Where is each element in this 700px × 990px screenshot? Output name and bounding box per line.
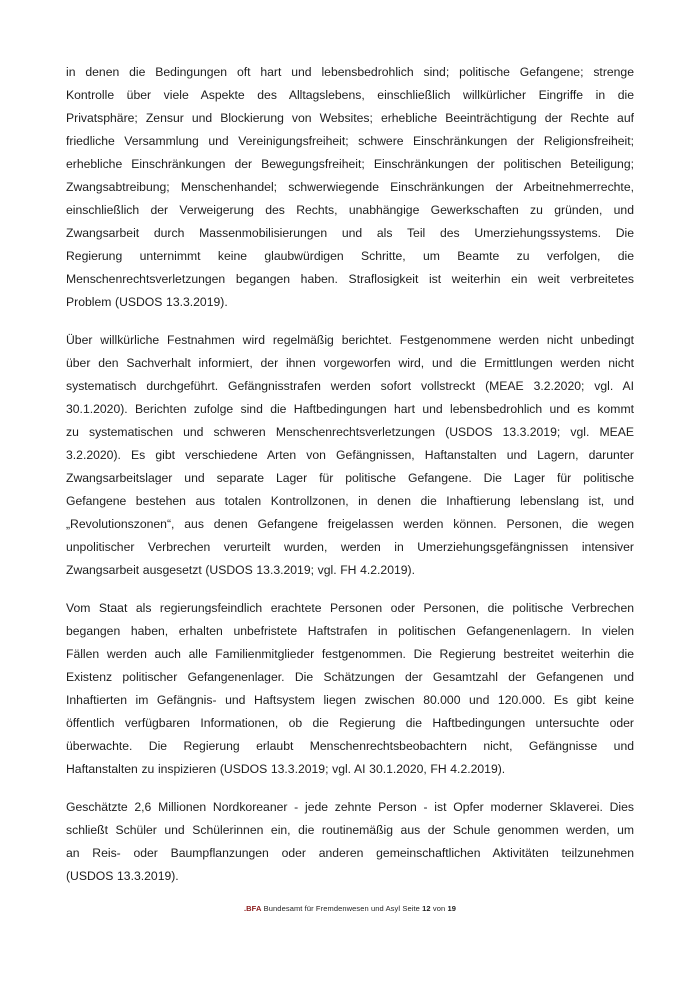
bfa-logo: .BFA [243,904,262,913]
text-line: in denen die Bedingungen oft hart und lebensbedrohlich sind; politische Gefangene; strenge [66,65,634,79]
text-line: 3.2.2020). Es gibt verschiedene Arten von Gefängnissen, Haftanstalten und Lagern, darunter [66,448,634,462]
text-line: Geschätzte 2,6 Millionen Nordkoreaner - jede zehnte Person - ist Opfer moderner Sklaverei. Dies [66,800,634,814]
text-line: Zwangsabtreibung; Menschenhandel; schwerwiegende Einschränkungen der Arbeitnehmerrechte, [66,180,634,194]
text-line: erhebliche Einschränkungen der Bewegungsfreiheit; Einschränkungen der politischen Beteiligung; [66,157,634,171]
text-body [66,61,634,903]
text-line: über den Sachverhalt informiert, der ihnen vorgeworfen wird, und die Ermittlungen werden nicht [66,356,634,370]
footer-of-label: von [432,904,446,913]
text-line: Privatsphäre; Zensur und Blockierung von Websites; erhebliche Beeinträchtigung der Rechte auf [66,111,634,125]
paragraph [66,597,634,781]
text-line: Problem (USDOS 13.3.2019). [66,295,228,309]
footer-page-label: Seite [402,904,420,913]
page-footer [0,903,700,915]
text-line: Inhaftierten im Gefängnis- und Haftsystem liegen zwischen 80.000 und 120.000. Es gibt keine [66,693,634,707]
text-line: (USDOS 13.3.2019). [66,869,179,883]
text-line: Menschenrechtsverletzungen begangen haben. Straflosigkeit ist weiterhin ein weit verbreitetes [66,272,634,286]
text-line: einschließlich der Verweigerung des Rechts, unabhängige Gewerkschaften zu gründen, und [66,203,634,217]
text-line: Kontrolle über viele Aspekte des Alltagslebens, einschließlich willkürlicher Eingriffe in die [66,88,634,102]
text-line: Vom Staat als regierungsfeindlich erachtete Personen oder Personen, die politische Verbrechen [66,601,634,615]
footer-office-name: Bundesamt für Fremdenwesen und Asyl [263,904,401,913]
paragraph [66,61,634,314]
text-line: 30.1.2020). Berichten zufolge sind die Haftbedingungen hart und lebensbedrohlich und es kommt [66,402,634,416]
text-line: Zwangsarbeit durch Massenmobilisierungen und als Teil des Umerziehungssystems. Die [66,226,634,240]
text-line: „Revolutionszonen“, aus denen Gefangene freigelassen werden können. Personen, die wegen [66,517,634,531]
text-line: zu systematischen und schweren Menschenrechtsverletzungen (USDOS 13.3.2019; vgl. MEAE [66,425,634,439]
text-line: begangen haben, erhalten unbefristete Haftstrafen in politischen Gefangenenlagern. In vielen [66,624,634,638]
text-line: Haftanstalten zu inspizieren (USDOS 13.3.2019; vgl. AI 30.1.2020, FH 4.2.2019). [66,762,506,776]
text-line: Zwangsarbeitslager und separate Lager für politische Gefangene. Die Lager für politische [66,471,634,485]
text-line: öffentlich verfügbaren Informationen, ob die Regierung die Haftbedingungen untersuchte oder [66,716,634,730]
text-line: an Reis- oder Baumpflanzungen oder anderen gemeinschaftlichen Aktivitäten teilzunehmen [66,846,634,860]
text-line: Fällen werden auch alle Familienmitglieder festgenommen. Die Regierung bestreitet weiterhin die [66,647,634,661]
footer-page-total: 19 [447,904,457,913]
paragraph [66,796,634,888]
text-line: Über willkürliche Festnahmen wird regelmäßig berichtet. Festgenommene werden nicht unbedingt [66,333,634,347]
text-line: unpolitischer Verbrechen verurteilt wurden, werden in Umerziehungsgefängnissen intensiver [66,540,634,554]
text-line: Gefangene bestehen aus totalen Kontrollzonen, in denen die Inhaftierung lebenslang ist, und [66,494,634,508]
text-line: Zwangsarbeit ausgesetzt (USDOS 13.3.2019; vgl. FH 4.2.2019). [66,563,415,577]
text-line: schließt Schüler und Schülerinnen ein, die routinemäßig aus der Schule genommen werden, um [66,823,634,837]
footer-page-number: 12 [422,904,431,913]
paragraph [66,329,634,582]
text-line: friedliche Versammlung und Vereinigungsfreiheit; schwere Einschränkungen der Religionsfreiheit; [66,134,634,148]
text-line: Regierung unternimmt keine glaubwürdigen Schritte, um Beamte zu verfolgen, die [66,249,634,263]
text-line: Existenz politischer Gefangenenlager. Die Schätzungen der Gesamtzahl der Gefangenen und [66,670,634,684]
text-line: systematisch durchgeführt. Gefängnisstrafen werden sofort vollstreckt (MEAE 3.2.2020; vgl. AI [66,379,634,393]
text-line: überwachte. Die Regierung erlaubt Menschenrechtsbeobachtern nicht, Gefängnisse und [66,739,634,753]
